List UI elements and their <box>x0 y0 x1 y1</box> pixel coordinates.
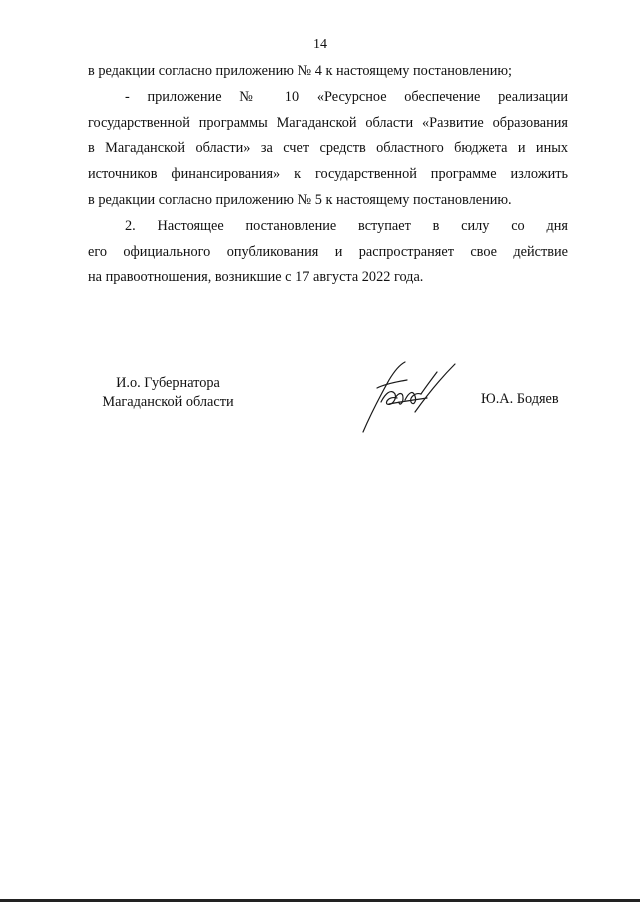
body-line: источников финансирования» к государственной программе изложить <box>88 166 568 183</box>
body-line: государственной программы Магаданской области «Развитие образования <box>88 114 568 131</box>
body-line: на правоотношения, возникшие с 17 августа 2022 года. <box>88 269 424 286</box>
signatory-title-line: И.о. Губернатора <box>116 375 220 391</box>
body-line: его официального опубликования и распространяет свое действие <box>88 243 568 260</box>
document-body <box>88 59 568 291</box>
body-line: в редакции согласно приложению № 5 к настоящему постановлению. <box>88 191 512 208</box>
signatory-title <box>88 374 248 412</box>
handwritten-signature <box>355 358 465 436</box>
list-item-line: - приложение № 10 «Ресурсное обеспечение реализации <box>125 88 568 105</box>
paragraph-2-line: 2. Настоящее постановление вступает в силу со дня <box>125 217 568 234</box>
body-line: в Магаданской области» за счет средств областного бюджета и иных <box>88 140 568 157</box>
body-line: в редакции согласно приложению № 4 к настоящему постановлению; <box>88 63 513 79</box>
page-bottom-border <box>0 899 640 902</box>
page-number: 14 <box>313 37 327 52</box>
signatory-name: Ю.А. Бодяев <box>481 391 559 407</box>
signatory-title-line: Магаданской области <box>102 394 234 410</box>
